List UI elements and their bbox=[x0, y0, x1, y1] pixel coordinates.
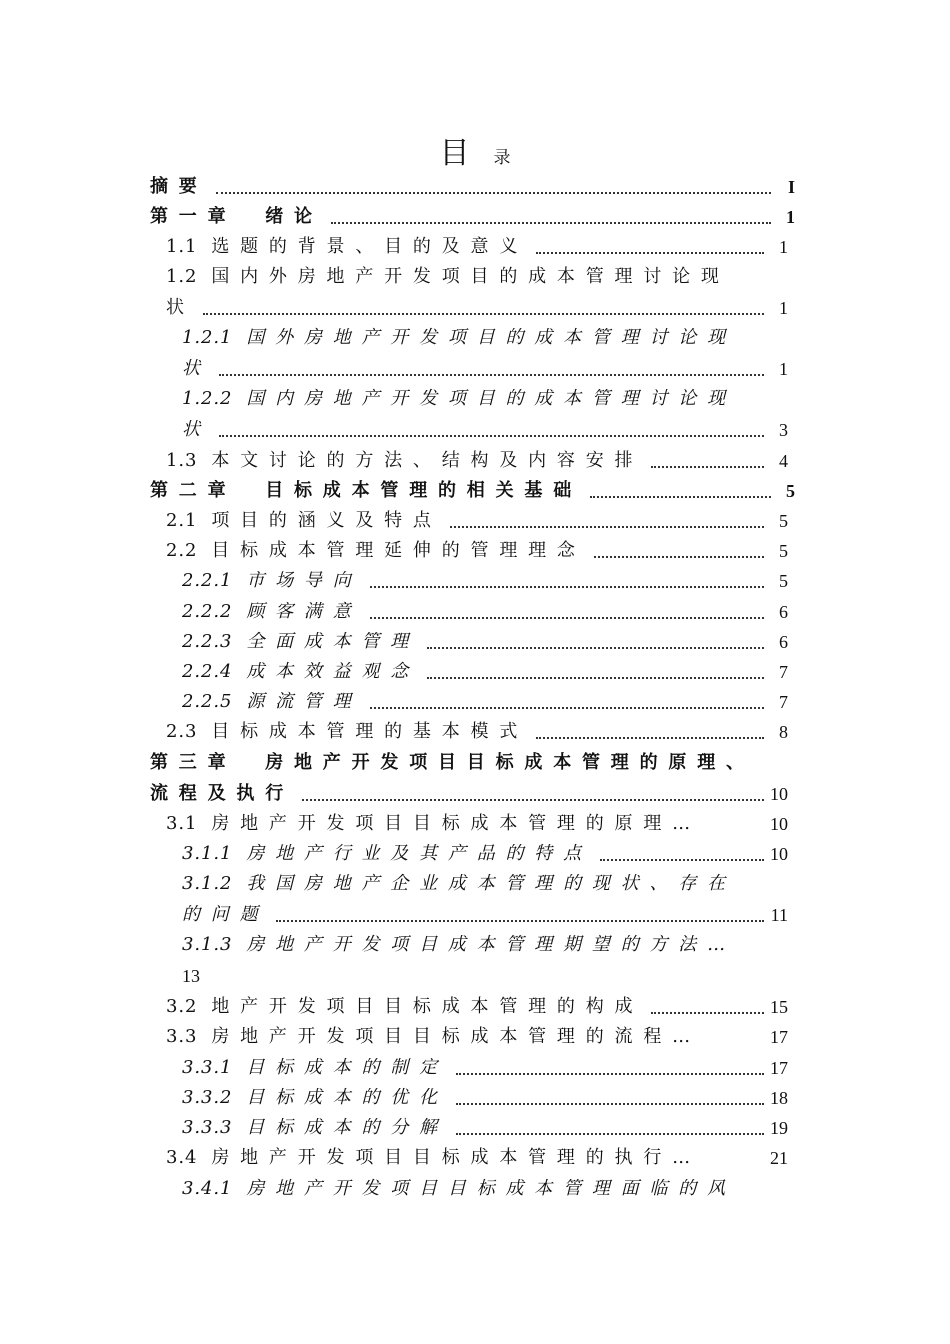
toc-entry-number: 1.2.2 bbox=[182, 388, 233, 409]
toc-entry-text: 源流管理 bbox=[246, 691, 362, 712]
toc-entry-text: 房地产开发项目成本管理期望的方法 bbox=[246, 934, 708, 955]
toc-entry-text: 全面成本管理 bbox=[246, 631, 420, 652]
page-title bbox=[0, 128, 950, 172]
toc-page-number: 3 bbox=[779, 420, 788, 440]
toc-ellipsis: … bbox=[707, 934, 726, 955]
toc-entry-chapter-2[interactable] bbox=[150, 472, 795, 502]
toc-entry-text: 国内外房地产开发项目的成本管理讨论现 bbox=[211, 266, 730, 287]
toc-ellipsis: … bbox=[672, 813, 691, 834]
toc-entry-text: 目标成本管理的基本模式 bbox=[211, 721, 529, 742]
toc-entry-3-3[interactable] bbox=[166, 1018, 788, 1048]
toc-page-number: 10 bbox=[770, 814, 788, 834]
toc-entry-number: 2.1 bbox=[166, 510, 198, 531]
toc-entry-number: 3.4 bbox=[166, 1147, 198, 1168]
toc-entry-number: 2.2.5 bbox=[182, 691, 233, 712]
toc-page-number: I bbox=[787, 177, 795, 197]
toc-entry-text: 选题的背景、目的及意义 bbox=[211, 236, 529, 257]
toc-entry-2-2-5[interactable] bbox=[182, 683, 788, 713]
toc-entry-number: 2.3 bbox=[166, 721, 198, 742]
toc-entry-text: 第三章 房地产开发项目目标成本管理的原理、 bbox=[150, 752, 755, 773]
toc-entry-text: 摘要 bbox=[150, 176, 208, 197]
toc-entry-3-3-3[interactable] bbox=[182, 1109, 788, 1139]
title-sub: 录 bbox=[493, 148, 511, 168]
toc-entry-text: 房地产开发项目目标成本管理的流程 bbox=[211, 1026, 673, 1047]
toc-entry-3-3-2[interactable] bbox=[182, 1079, 788, 1109]
toc-entry-3-3-1[interactable] bbox=[182, 1049, 788, 1079]
toc-entry-text: 第一章 绪论 bbox=[150, 206, 323, 227]
toc-entry-text: 目标成本管理延伸的管理理念 bbox=[211, 540, 586, 561]
toc-page-number: 18 bbox=[770, 1088, 788, 1108]
toc-page-number: 5 bbox=[779, 511, 788, 531]
toc-entry-text: 地产开发项目目标成本管理的构成 bbox=[211, 996, 644, 1017]
toc-entry-3-2[interactable] bbox=[166, 988, 788, 1018]
toc-page-number: 15 bbox=[770, 997, 788, 1017]
toc-entry-text-cont: 的问题 bbox=[182, 904, 269, 925]
toc-entry-2-2-4[interactable] bbox=[182, 653, 788, 683]
toc-page-number: 10 bbox=[770, 784, 788, 804]
toc-page-number: 1 bbox=[779, 359, 788, 379]
title-main: 目 bbox=[439, 136, 472, 171]
toc-entry-number: 1.1 bbox=[166, 236, 198, 257]
toc-entry-2-2-3[interactable] bbox=[182, 623, 788, 653]
toc-entry-1-2-1-cont[interactable] bbox=[182, 350, 788, 380]
toc-entry-text: 成本效益观念 bbox=[246, 661, 420, 682]
toc-entry-number: 3.2 bbox=[166, 996, 198, 1017]
toc-entry-text: 国内房地产开发项目的成本管理讨论现 bbox=[246, 388, 736, 409]
toc-entry-number: 2.2.4 bbox=[182, 661, 233, 682]
toc-entry-3-1-2-cont[interactable] bbox=[182, 896, 788, 926]
toc-entry-text: 本文讨论的方法、结构及内容安排 bbox=[211, 450, 644, 471]
toc-page-number: 5 bbox=[779, 541, 788, 561]
toc-page-number: 8 bbox=[779, 722, 788, 742]
toc-entry-chapter-1[interactable] bbox=[150, 198, 795, 228]
toc-page-number: 7 bbox=[779, 662, 788, 682]
toc-entry-text-cont: 状 bbox=[182, 419, 211, 440]
toc-entry-text: 房地产开发项目目标成本管理的执行 bbox=[211, 1147, 673, 1168]
toc-entry-text: 目标成本的制定 bbox=[246, 1057, 448, 1078]
toc-entry-1-2-2-cont[interactable] bbox=[182, 411, 788, 441]
toc-page-number: 19 bbox=[770, 1118, 788, 1138]
toc-entry-number: 2.2.1 bbox=[182, 570, 233, 591]
toc-entry-number: 2.2.2 bbox=[182, 601, 233, 622]
toc-entry-3-4-1[interactable] bbox=[182, 1170, 788, 1200]
toc-entry-number: 3.3 bbox=[166, 1026, 198, 1047]
toc-entry-2-2[interactable] bbox=[166, 532, 788, 562]
toc-entry-text: 我国房地产企业成本管理的现状、存在 bbox=[246, 873, 736, 894]
toc-ellipsis: … bbox=[672, 1026, 691, 1047]
toc-entry-number: 3.1 bbox=[166, 813, 198, 834]
toc-page-number: 7 bbox=[779, 692, 788, 712]
toc-entry-3-4[interactable] bbox=[166, 1139, 788, 1169]
toc-entry-3-1-1[interactable] bbox=[182, 835, 788, 865]
toc-entry-number: 3.3.3 bbox=[182, 1117, 233, 1138]
toc-entry-number: 3.3.1 bbox=[182, 1057, 233, 1078]
toc-entry-chapter-3-cont[interactable] bbox=[150, 775, 788, 805]
toc-entry-3-1-3[interactable] bbox=[182, 926, 788, 956]
toc-page-number: 4 bbox=[779, 451, 788, 471]
toc-entry-1-2[interactable] bbox=[166, 258, 788, 288]
toc-entry-3-1-3-cont[interactable] bbox=[182, 957, 788, 987]
toc-page-number: 6 bbox=[779, 602, 788, 622]
toc-entry-1-3[interactable] bbox=[166, 442, 788, 472]
toc-entry-number: 1.2 bbox=[166, 266, 198, 287]
toc-page-number: 10 bbox=[770, 844, 788, 864]
toc-page-number: 6 bbox=[779, 632, 788, 652]
toc-entry-abstract[interactable] bbox=[150, 168, 795, 198]
toc-entry-number: 1.3 bbox=[166, 450, 198, 471]
toc-page-number: 17 bbox=[770, 1058, 788, 1078]
toc-entry-text: 目标成本的分解 bbox=[246, 1117, 448, 1138]
toc-entry-number: 3.1.1 bbox=[182, 843, 233, 864]
toc-entry-1-2-1[interactable] bbox=[182, 319, 788, 349]
toc-entry-number: 1.2.1 bbox=[182, 327, 233, 348]
toc-entry-chapter-3[interactable] bbox=[150, 744, 820, 774]
toc-entry-number: 2.2.3 bbox=[182, 631, 233, 652]
toc-entry-text: 第二章 目标成本管理的相关基础 bbox=[150, 480, 582, 501]
toc-entry-1-2-cont[interactable] bbox=[166, 289, 788, 319]
toc-entry-text-cont: 状 bbox=[182, 358, 211, 379]
toc-entry-3-1-2[interactable] bbox=[182, 865, 788, 895]
toc-page-number: 1 bbox=[779, 237, 788, 257]
toc-entry-text: 顾客满意 bbox=[246, 601, 362, 622]
toc-entry-text: 房地产行业及其产品的特点 bbox=[246, 843, 592, 864]
toc-entry-text: 目标成本的优化 bbox=[246, 1087, 448, 1108]
toc-entry-text: 国外房地产开发项目的成本管理讨论现 bbox=[246, 327, 736, 348]
toc-entry-number: 3.3.2 bbox=[182, 1087, 233, 1108]
toc-entry-text: 项目的涵义及特点 bbox=[211, 510, 442, 531]
toc-entry-text: 房地产开发项目目标成本管理面临的风 bbox=[246, 1178, 736, 1199]
toc-entry-number: 3.1.3 bbox=[182, 934, 233, 955]
toc-entry-number: 3.1.2 bbox=[182, 873, 233, 894]
toc-page-number: 1 bbox=[786, 207, 795, 227]
toc-entry-3-1[interactable] bbox=[166, 805, 788, 835]
toc-page-number: 21 bbox=[770, 1148, 788, 1168]
toc-entry-2-3[interactable] bbox=[166, 713, 788, 743]
toc-entry-1-2-2[interactable] bbox=[182, 380, 788, 410]
toc-entry-1-1[interactable] bbox=[166, 228, 788, 258]
toc-entry-2-2-2[interactable] bbox=[182, 593, 788, 623]
toc-entry-text: 房地产开发项目目标成本管理的原理 bbox=[211, 813, 673, 834]
toc-page-number: 11 bbox=[770, 905, 788, 925]
toc-entry-2-1[interactable] bbox=[166, 502, 788, 532]
toc-page-number: 13 bbox=[182, 966, 200, 986]
toc-page-number: 1 bbox=[779, 298, 788, 318]
toc-page-number: 17 bbox=[770, 1027, 788, 1047]
toc-entry-text-cont: 状 bbox=[166, 297, 195, 318]
toc-entry-text: 市场导向 bbox=[246, 570, 362, 591]
toc-entry-number: 3.4.1 bbox=[182, 1178, 233, 1199]
toc-entry-number: 2.2 bbox=[166, 540, 198, 561]
toc-entry-text-cont: 流程及执行 bbox=[150, 783, 294, 804]
toc-page-number: 5 bbox=[786, 481, 795, 501]
toc-entry-2-2-1[interactable] bbox=[182, 562, 788, 592]
toc-ellipsis: … bbox=[672, 1147, 691, 1168]
toc-page-number: 5 bbox=[779, 571, 788, 591]
